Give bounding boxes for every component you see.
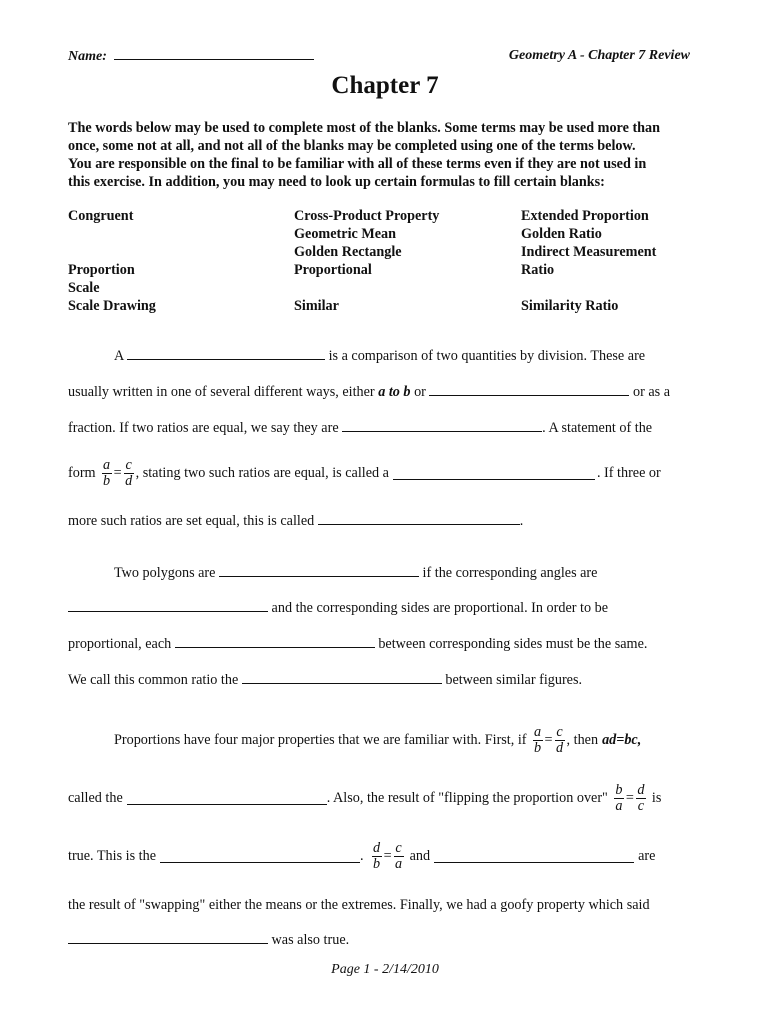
page-title: Chapter 7: [331, 72, 439, 99]
text-line: [68, 458, 661, 489]
text: and: [409, 848, 431, 864]
term: Congruent: [68, 208, 134, 224]
text: form: [68, 465, 96, 481]
answer-blank[interactable]: [318, 513, 520, 525]
instructions-line: this exercise. In addition, you may need to look up certain formulas to fill certain blanks:: [68, 174, 605, 190]
text: . If three or: [596, 465, 661, 481]
text: or: [414, 384, 426, 400]
name-row: [68, 48, 314, 65]
fraction-a-over-b-equals-c-over-d: $\frac{a}{b}$ = $\frac{c}{d}$: [533, 724, 564, 756]
text: was also true.: [271, 932, 350, 948]
term: Extended Proportion: [521, 208, 649, 224]
text: .: [360, 848, 364, 864]
text: Proportions have four major properties that we are familiar with. First, if: [114, 732, 527, 748]
answer-blank[interactable]: [393, 468, 595, 480]
text: , then: [566, 732, 599, 748]
text: fraction. If two ratios are equal, we say they are: [68, 420, 339, 436]
text-line: [114, 725, 641, 756]
text: a to b: [378, 384, 411, 400]
text-line: [114, 348, 645, 365]
text: . A statement of the: [542, 420, 653, 436]
text-line: [68, 384, 670, 401]
text: A: [114, 348, 124, 364]
text: Two polygons are: [114, 565, 216, 581]
answer-blank[interactable]: [68, 600, 268, 612]
term: Proportional: [294, 262, 372, 278]
text: is a comparison of two quantities by division. These are: [328, 348, 646, 364]
text: or as a: [632, 384, 671, 400]
fraction-b-over-a-equals-d-over-c: $\frac{b}{a}$ = $\frac{d}{c}$: [615, 782, 645, 814]
answer-blank[interactable]: [127, 348, 325, 360]
fraction-d-over-b-equals-c-over-a: $\frac{d}{b}$ = $\frac{c}{a}$: [373, 840, 403, 872]
text-line: [68, 636, 647, 653]
term: Golden Rectangle: [294, 244, 402, 260]
name-label: Name:: [68, 49, 107, 64]
text-line: [68, 672, 582, 689]
answer-blank[interactable]: [160, 851, 360, 863]
term: Geometric Mean: [294, 226, 397, 242]
term: Similarity Ratio: [521, 298, 619, 314]
answer-blank[interactable]: [429, 384, 629, 396]
text: proportional, each: [68, 636, 172, 652]
term: Scale Drawing: [68, 298, 156, 314]
text: between corresponding sides must be the same.: [378, 636, 648, 652]
text-line: the result of "swapping" either the means or the extremes. Finally, we had a goofy property which said: [68, 897, 650, 913]
text-line: [68, 841, 655, 872]
text-line: [68, 783, 661, 814]
text: is: [651, 790, 662, 806]
text: true. This is the: [68, 848, 157, 864]
text-line: [114, 565, 597, 582]
term: Similar: [294, 298, 339, 314]
text-line: [68, 600, 608, 617]
text-line: [68, 513, 523, 530]
term: Proportion: [68, 262, 135, 278]
instructions-line: The words below may be used to complete most of the blanks. Some terms may be used more than: [68, 120, 661, 136]
term: Golden Ratio: [521, 226, 602, 242]
answer-blank[interactable]: [127, 793, 327, 805]
text: and the corresponding sides are proportional. In order to be: [271, 600, 609, 616]
answer-blank[interactable]: [342, 420, 542, 432]
text-line: [68, 932, 349, 949]
page-footer: Page 1 - 2/14/2010: [331, 962, 439, 977]
instructions: [68, 119, 718, 191]
course-title: Geometry A - Chapter 7 Review: [508, 48, 690, 63]
term: Ratio: [521, 262, 555, 278]
text: usually written in one of several different ways, either: [68, 384, 375, 400]
text: between similar figures.: [445, 672, 583, 688]
text-line: [68, 420, 652, 437]
answer-blank[interactable]: [242, 672, 442, 684]
instructions-line: once, some not at all, and not all of the blanks may be completed using one of the terms below.: [68, 138, 636, 154]
term: Indirect Measurement: [521, 244, 657, 260]
text: called the: [68, 790, 123, 806]
text: .: [519, 513, 524, 529]
text: , stating two such ratios are equal, is called a: [135, 465, 389, 481]
answer-blank[interactable]: [219, 565, 419, 577]
term: Scale: [68, 280, 100, 296]
answer-blank[interactable]: [175, 636, 375, 648]
name-blank[interactable]: [114, 48, 314, 60]
term: Cross-Product Property: [294, 208, 440, 224]
text: more such ratios are set equal, this is called: [68, 513, 315, 529]
answer-blank[interactable]: [434, 851, 634, 863]
text: ad=bc,: [602, 732, 642, 748]
fraction-a-over-b-equals-c-over-d: $\frac{a}{b}$ = $\frac{c}{d}$: [103, 457, 133, 489]
text: We call this common ratio the: [68, 672, 239, 688]
instructions-line: You are responsible on the final to be familiar with all of these terms even if they are not used in: [68, 156, 647, 172]
answer-blank[interactable]: [68, 932, 268, 944]
text: if the corresponding angles are: [422, 565, 598, 581]
text: are: [638, 848, 656, 864]
text: . Also, the result of "flipping the proportion over": [326, 790, 608, 806]
